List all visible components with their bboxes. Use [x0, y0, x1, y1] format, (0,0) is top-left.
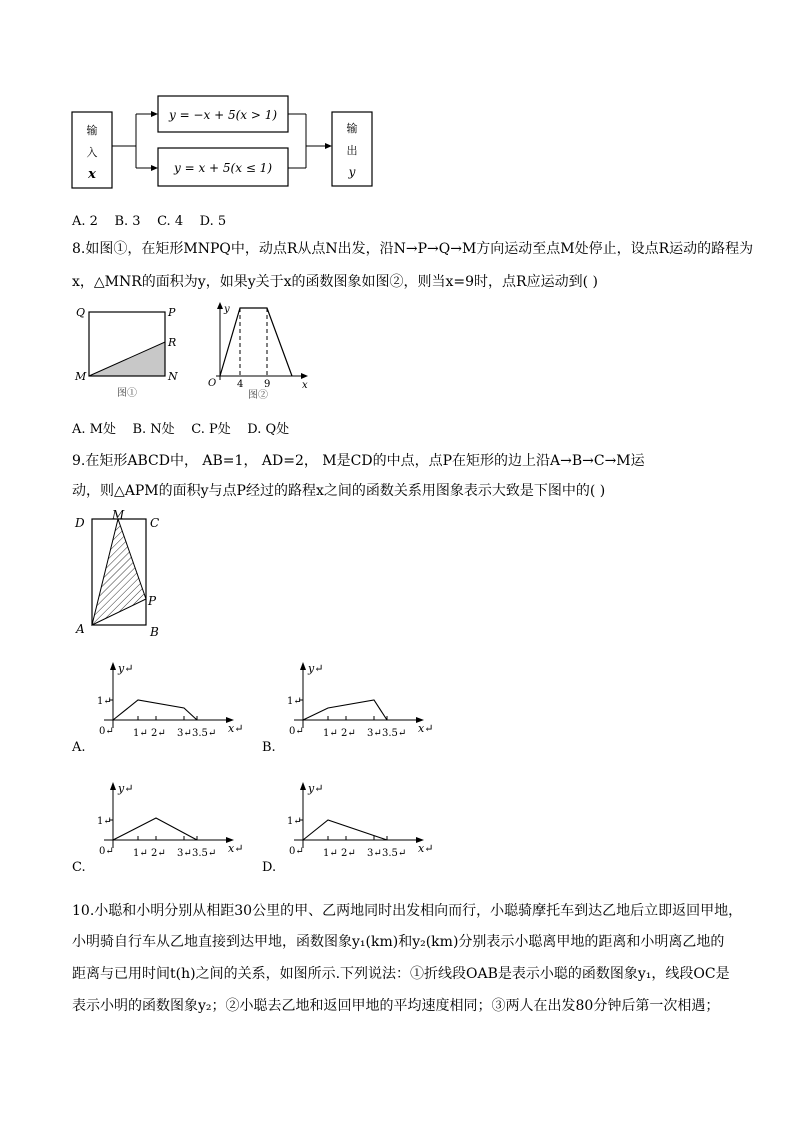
- tick-one-y: 1↵: [287, 816, 302, 827]
- q9-text-line2: 动，则△APM的面积y与点P经过的路程x之间的函数关系用图象表示大致是下图中的( ): [72, 483, 606, 499]
- q8-options: A. M处 B. N处 C. P处 D. Q处: [72, 422, 290, 437]
- option-graph-b: [284, 658, 434, 758]
- output-char-2: 出: [346, 144, 358, 157]
- q8-text-line2: x，△MNR的面积为y，如果y关于x的函数图象如图②，则当x=9时，点R应运动到( ): [72, 274, 598, 290]
- tick-one-y: 1↵: [287, 696, 302, 707]
- input-char-1: 输: [86, 124, 98, 137]
- input-char-3: x: [88, 167, 96, 182]
- output-char-1: 输: [346, 122, 358, 135]
- tick-3-5: 3.5↵: [192, 728, 217, 739]
- option-graph-a-letter: A.: [72, 740, 86, 755]
- tick-3: 3↵: [177, 848, 192, 859]
- tick-4: 4: [237, 379, 244, 390]
- tick-2: 2↵: [341, 848, 356, 859]
- option-graph-b-letter: B.: [262, 740, 276, 755]
- tick-2: 2↵: [151, 728, 166, 739]
- tick-1: 1↵: [323, 848, 338, 859]
- label-N: N: [168, 370, 178, 383]
- input-char-2: 入: [86, 146, 98, 159]
- branch-top-formula: y = −x + 5(x > 1): [168, 108, 278, 122]
- q7-flowchart: [60, 88, 390, 198]
- label-Q: Q: [76, 306, 86, 319]
- option-graph-d: [284, 778, 434, 878]
- axis-y-label: y↵: [118, 662, 134, 675]
- tick-1: 1↵: [133, 848, 148, 859]
- q7-options: A. 2 B. 3 C. 4 D. 5: [72, 214, 227, 229]
- label-A: A: [76, 622, 85, 636]
- q8-figure1: [72, 300, 192, 405]
- tick-2: 2↵: [341, 728, 356, 739]
- label-C: C: [150, 516, 160, 530]
- option-graph-c: [94, 778, 244, 878]
- origin-label: 0↵: [99, 726, 114, 737]
- graph-polyline: [220, 308, 292, 376]
- q9-text-line1: 9.在矩形ABCD中， AB=1， AD=2， M是CD的中点，点P在矩形的边上沿A→B→C→M运: [72, 453, 645, 469]
- label-R: R: [168, 336, 177, 349]
- label-B: B: [150, 625, 159, 639]
- label-P: P: [168, 306, 176, 319]
- tick-1: 1↵: [323, 728, 338, 739]
- label-P: P: [148, 594, 157, 608]
- caption-fig2: 图②: [248, 390, 268, 401]
- axis-x-label: x↵: [228, 722, 244, 735]
- origin-label: O: [208, 378, 217, 389]
- branch-bottom-formula: y = x + 5(x ≤ 1): [174, 161, 272, 175]
- axis-x-label: x↵: [418, 722, 434, 735]
- origin-label: 0↵: [99, 846, 114, 857]
- q10-text-line3: 距离与已用时间t(h)之间的关系，如图所示.下列说法：①折线段OAB是表示小聪的函数图象y₁，线段OC是: [72, 966, 730, 982]
- q8-figure2: [200, 300, 315, 405]
- triangle-apm: [92, 519, 146, 625]
- axis-y-label: y↵: [308, 782, 324, 795]
- tick-9: 9: [264, 379, 271, 390]
- q10-text-line4: 表示小明的函数图象y₂；②小聪去乙地和返回甲地的平均速度相同；③两人在出发80分钟后第一次相遇；: [72, 998, 720, 1014]
- axis-y-label: y↵: [118, 782, 134, 795]
- q10-text-line2: 小明骑自行车从乙地直接到达甲地，函数图象y₁(km)和y₂(km)分别表示小聪离甲地的距离和小明离乙地的: [72, 934, 725, 950]
- tick-1: 1↵: [133, 728, 148, 739]
- output-char-3: y: [348, 165, 356, 179]
- option-graph-c-letter: C.: [72, 860, 86, 875]
- option-graph-d-letter: D.: [262, 860, 277, 875]
- tick-3: 3↵: [367, 728, 382, 739]
- origin-label: 0↵: [289, 726, 304, 737]
- option-graph-a: [94, 658, 244, 758]
- label-M: M: [112, 508, 125, 522]
- tick-one-y: 1↵: [97, 696, 112, 707]
- tick-3: 3↵: [367, 848, 382, 859]
- caption-fig1: 图①: [117, 388, 137, 399]
- tick-3-5: 3.5↵: [382, 848, 407, 859]
- axis-y-label: y↵: [308, 662, 324, 675]
- tick-3-5: 3.5↵: [382, 728, 407, 739]
- origin-label: 0↵: [289, 846, 304, 857]
- axis-x-label: x: [302, 380, 308, 391]
- tick-one-y: 1↵: [97, 816, 112, 827]
- tick-2: 2↵: [151, 848, 166, 859]
- axis-x-label: x↵: [228, 842, 244, 855]
- q10-text-line1: 10.小聪和小明分别从相距30公里的甲、乙两地同时出发相向而行，小聪骑摩托车到达乙地后立即返回甲地，: [72, 903, 743, 919]
- q9-rect-figure: [70, 505, 170, 640]
- triangle-mnr-shaded: [89, 342, 165, 376]
- tick-3: 3↵: [177, 728, 192, 739]
- q8-text-line1: 8.如图①，在矩形MNPQ中，动点R从点N出发，沿N→P→Q→M方向运动至点M处停止，设点R运动的路程为: [72, 241, 754, 257]
- label-D: D: [75, 516, 85, 530]
- axis-x-label: x↵: [418, 842, 434, 855]
- label-M: M: [75, 370, 87, 383]
- tick-3-5: 3.5↵: [192, 848, 217, 859]
- axis-y-label: y: [224, 304, 230, 315]
